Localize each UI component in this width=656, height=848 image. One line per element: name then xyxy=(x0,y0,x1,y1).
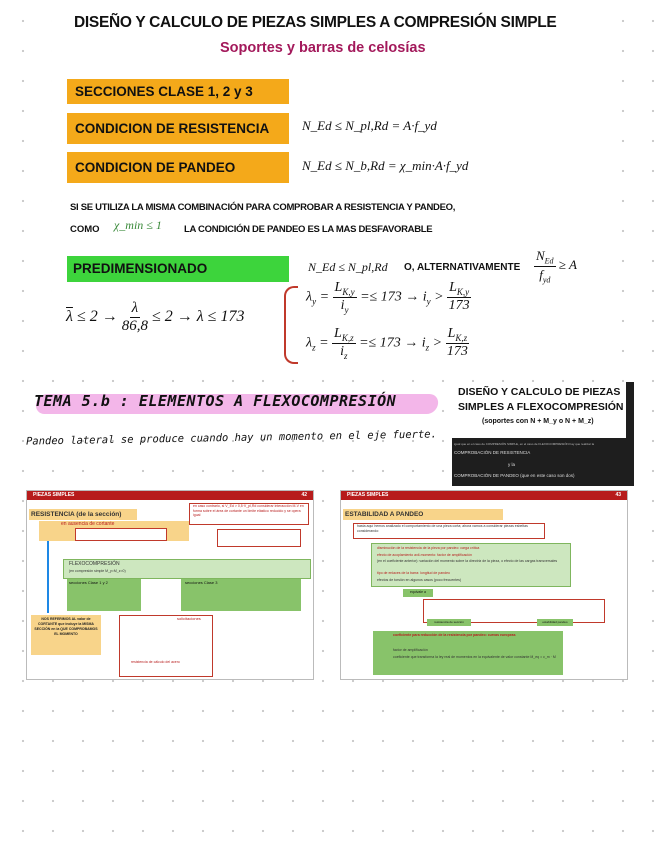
thumb-right-estabilidad: estabilidad pandeo xyxy=(537,619,573,626)
thumb-right-chi-box xyxy=(373,631,563,675)
thumb-left-formula-2 xyxy=(217,529,301,547)
thumb-right-b4: tipo de enlaces de la barra: longitud de pandeo xyxy=(377,571,450,575)
thumb-right-bar: PIEZAS SIMPLES 43 xyxy=(341,491,627,500)
condicion-resistencia-label: CONDICION DE RESISTENCIA xyxy=(67,113,289,144)
secciones-label: SECCIONES CLASE 1, 2 y 3 xyxy=(67,79,289,104)
brace xyxy=(284,286,298,364)
slide-flexo-header xyxy=(452,382,626,438)
slide-flexo-line1: COMPROBACIÓN DE RESISTENCIA xyxy=(454,450,531,455)
thumb-left-resistencia-mat: resistencia de cálculo del acero xyxy=(131,660,180,664)
thumb-right-b2: efecto de acoplamiento axil-momento: factor de amplificación xyxy=(377,553,472,557)
thumb-resistencia xyxy=(26,490,314,680)
thumb-left-header: RESISTENCIA (de la sección) xyxy=(29,509,137,520)
formula-predim: N_Ed ≤ N_pl,Rd xyxy=(308,260,388,274)
thumb-right-b3: (en el coeficiente anterior): variación del momento sobre la directriz de la pieza, o efecto de las cargas transversales xyxy=(377,559,558,563)
alternativamente-label: O, ALTERNATIVAMENTE xyxy=(404,262,521,273)
thumb-left-formula-box xyxy=(75,528,167,541)
thumb-left-clase12: secciones Clase 1 y 2 xyxy=(67,579,141,611)
thumb-right-coef: coeficiente que transforma la ley real de momentos en la equivalente de valor constante M_eq = c_m · M xyxy=(393,655,556,659)
thumb-left-clase3: secciones Clase 3 xyxy=(181,579,301,611)
thumb-left-flexo-sub: (en compresión simple M_y=M_z=0) xyxy=(69,569,126,573)
thumb-right-b5: efectos de torsión en algunos casos (poco frecuentes) xyxy=(377,578,462,582)
slide-compresion-simple xyxy=(52,4,606,370)
thumb-right-equivale: equivale a xyxy=(403,589,433,597)
slide-flexocompresion xyxy=(452,382,634,486)
thumb-left-arrow xyxy=(47,541,49,613)
thumb-left-nota: NOS REFERIMOS AL valor de CORTANTE que incluye la MISMA SECCIÓN en la QUE COMPROBAMOS EL MOMENTO xyxy=(34,617,98,636)
formula-resistencia: N_Ed ≤ N_pl,Rd = A·f_yd xyxy=(302,118,437,133)
tema-title: TEMA 5.b : ELEMENTOS A FLEXOCOMPRESIÓN xyxy=(34,392,397,410)
formula-pandeo: N_Ed ≤ N_b,Rd = χ_min·A·f_yd xyxy=(302,158,469,173)
formula-lambda-y: $\lambda_y$ = $\frac{L_{K,y}}{i_y}$ =≤ $173 \to i_y$ > $\frac{L_{K,y}}{173}$ xyxy=(306,280,470,315)
thumb-right-chi: coeficiente para reducción de la resistencia por pandeo: curvas europeas xyxy=(393,633,516,637)
slide-flexo-title-2: SIMPLES A FLEXOCOMPRESIÓN xyxy=(458,401,624,413)
thumb-right-resistencia: resistencia de sección xyxy=(427,619,471,626)
thumb-left-cortante: en ausencia de cortante xyxy=(61,521,115,527)
thumb-left-solicitaciones-box xyxy=(119,615,213,677)
nota-linea1: SI SE UTILIZA LA MISMA COMBINACIÓN PARA COMPROBAR A RESISTENCIA Y PANDEO, xyxy=(70,202,456,213)
thumb-right-header: ESTABILIDAD A PANDEO xyxy=(343,509,503,520)
formula-esbeltez: $\overline{\lambda} \le 2$ → $\frac{\lambda}{86,8}$ ≤ 2 → λ ≤ 173 xyxy=(66,300,245,334)
thumb-left-flexo: FLEXOCOMPRESIÓN xyxy=(69,561,120,567)
slide-title: DISEÑO Y CALCULO DE PIEZAS SIMPLES A COMPRESIÓN SIMPLE xyxy=(74,14,557,31)
slide-subtitle: Soportes y barras de celosías xyxy=(220,40,426,56)
formula-lambda-z: $\lambda_z$ = $\frac{L_{K,z}}{i_z}$ =≤ $173 \to i_z$ > $\frac{L_{K,z}}{173}$ xyxy=(306,326,468,361)
nota-como: COMO xyxy=(70,224,100,235)
thumb-right-b1: disminución de la resistencia de la pieza por pandeo: carga crítica xyxy=(377,546,480,550)
slide-flexo-subtitle: (soportes con N + M_y o N + M_z) xyxy=(482,418,594,425)
slide-flexo-small: igual que en el caso de COMPRESIÓN SIMPLE, en el caso de FLEXOCOMPRESIÓN hay que realizar la xyxy=(454,442,595,446)
slide-flexo-line2: y la xyxy=(508,462,516,467)
condicion-pandeo-label: CONDICION DE PANDEO xyxy=(67,152,289,183)
thumb-right-factor: factor de amplificación xyxy=(393,648,428,652)
thumb-left-caso: en caso contrario, si V_Ed > 0,5·V_pl,Rd considerar interacción M-V en forma sobre el área de cortante un límite elástico reducido y se opera igual xyxy=(193,504,304,517)
thumb-estabilidad xyxy=(340,490,628,680)
thumb-left-solicitaciones: solicitaciones xyxy=(177,616,201,621)
formula-alternativa: $\frac{N_{Ed}}{f_{yd}}$ ≥ A xyxy=(536,248,577,285)
thumb-left-bar: PIEZAS SIMPLES 42 xyxy=(27,491,313,500)
slide-flexo-title-1: DISEÑO Y CALCULO DE PIEZAS xyxy=(458,386,621,398)
nota-chi: χ_min ≤ 1 xyxy=(114,218,162,232)
nota-linea2: LA CONDICIÓN DE PANDEO ES LA MAS DESFAVORABLE xyxy=(184,224,433,235)
predimensionado-label: PREDIMENSIONADO xyxy=(67,256,289,282)
slide-flexo-line3: COMPROBACIÓN DE PANDEO (que en este caso son dos) xyxy=(454,473,575,478)
thumb-right-intro: hasta aquí hemos analizado el comportamiento de una pieza corta; ahora vamos a considerar piezas esbeltas considerando: xyxy=(357,524,528,533)
tema-note: Pandeo lateral se produce cuando hay un momento en el eje fuerte. xyxy=(25,428,437,448)
